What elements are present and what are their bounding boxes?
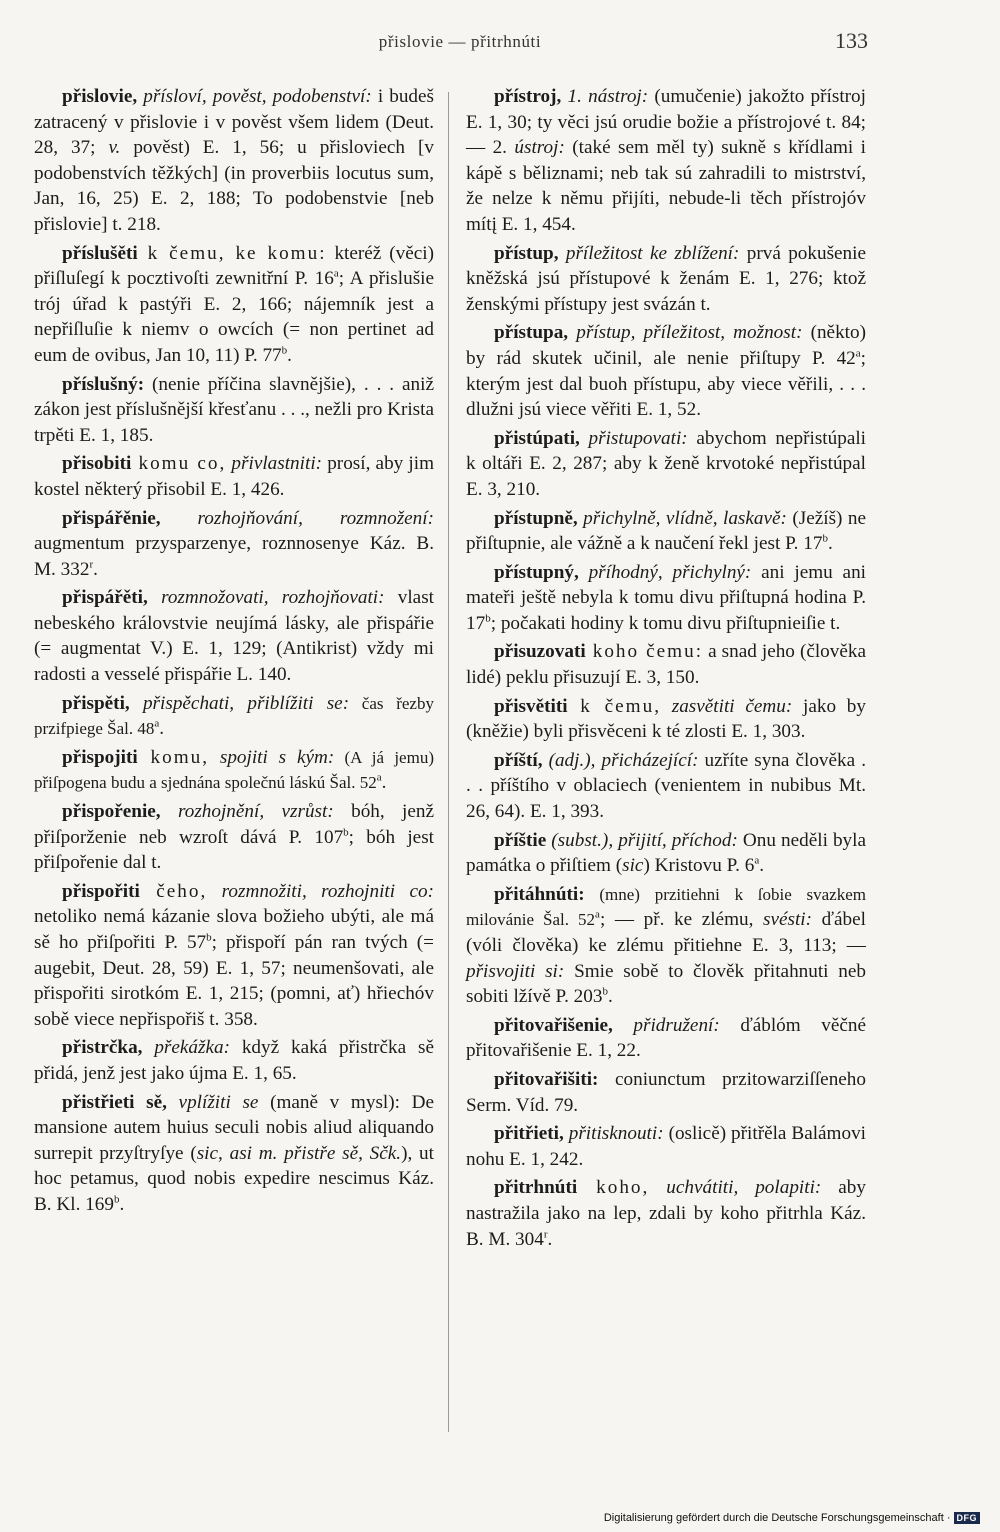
headword: přitřieti, xyxy=(494,1123,564,1145)
digitization-footer xyxy=(604,1512,980,1524)
dictionary-entry: přispořiti čeho, rozmnožiti, rozhojniti co: netoliko nemá kázanie slova božieho ubýti, ale má sě ho přiſpořiti P. 57$^b$; přispoří pán ran tvých (= augebit, Deut. 28, 59) E. 1, 57; neumenšovati, ale přispořiti sirotkóm E. 1, 215; (pomni, ať) hřiechóv sobě viece nepřispořiš t. 358. xyxy=(34,880,434,1030)
funding-note: Digitalisierung gefördert durch die Deutsche Forschungsgemeinschaft · xyxy=(603,1512,951,1524)
headword: přitovařišiti: xyxy=(494,1068,599,1090)
dictionary-entry: přitovařišenie, přidružení: ďáblóm věčné přitovařišenie E. 1, 22. xyxy=(466,1014,867,1062)
dictionary-entry: přispořenie, rozhojnění, vzrůst: bóh, jenž přiſporženie neb wzroſt dává P. 107$^b$; bóh jest přiſpořenie dal t. xyxy=(34,801,434,874)
headword: přistřieti sě, xyxy=(62,1091,167,1113)
headword: přístupa, xyxy=(494,322,569,344)
dictionary-entry: přisobiti komu co, přivlastniti: prosí, aby jim kostel některý přisobil E. 1, 426. xyxy=(34,453,435,500)
dictionary-entry: přistrčka, překážka: když kaká přistrčka sě přidá, jenž jest jako újma E. 1, 65. xyxy=(34,1037,434,1084)
headword: přistrčka, xyxy=(62,1037,143,1059)
dictionary-entry: přístroj, 1. nástroj: (umučenie) jakožto přístroj E. 1, 30; ty věci jsú orudie božie a přístrojové t. 84; — 2. ústroj: (také sem měl ty) sukně s křídlami i kápě s běliznami; neb tak sú zahradili to mistrství, že nelze k němu přijíti, nebude-li těch přístrojóv mítį E. 1, 454. xyxy=(466,86,866,235)
headword: přisvětiti xyxy=(494,695,568,717)
headword: přitrhnúti xyxy=(494,1177,578,1199)
dictionary-entry: přistřieti sě, vplížiti se (maně v mysl): De mansione autem huius seculi nobis aliud aliquando surrepit przyſtryſye (sic, asi m. přistře sě, Sčk.), ut hoc petamus, quod nobis expedire nescimus Káz. B. Kl. 169$^b$. xyxy=(34,1091,434,1215)
left-column xyxy=(34,84,434,1221)
dictionary-entry: přístupa, přístup, příležitost, možnost: (někto) by rád skutek učinil, ale nenie přiſtupy P. 42$^a$; kterým jest dal buoh přístupu, aby viece věřili, . . . dlužni jsú viece věřiti E. 1, 52. xyxy=(466,322,866,421)
page-header xyxy=(0,28,1000,58)
headword: příští, xyxy=(494,749,543,771)
headword: přitovařišenie, xyxy=(494,1014,613,1036)
headword: přispářěti, xyxy=(62,587,148,609)
headword: přispořiti xyxy=(62,880,140,902)
dictionary-entry: přisuzovati koho čemu: a snad jeho (člověka lidé) peklu přisuzují E. 3, 150. xyxy=(466,641,866,689)
headword: přispěti, xyxy=(62,692,130,714)
headword: přislovie, xyxy=(62,86,138,107)
right-column xyxy=(466,84,866,1255)
dictionary-entry: příštie (subst.), přijití, příchod: Onu neděli byla památka o přiſtiem (sic) Kristovu P. 6$^a$. xyxy=(466,829,866,877)
dictionary-entry: přisvětiti k čemu, zasvětiti čemu: jako by (kněžie) byli přisvěceni k té zlosti E. 1, 303. xyxy=(466,695,866,743)
headword: přisuzovati xyxy=(494,641,586,663)
headword: přístupný, xyxy=(494,561,579,583)
running-head: přislovie — přitrhnúti xyxy=(378,32,542,51)
dictionary-entry: příslušný: (nenie příčina slavnějšie), . . . aniž zákon jest příslušnější křesťanu . . ., nežli pro Krista trpěti E. 1, 185. xyxy=(34,373,434,446)
dictionary-entry: přispěti, přispěchati, přiblížiti se: čas řezby przifpiege Šal. 48$^a$. xyxy=(34,692,434,740)
page-number: 133 xyxy=(835,28,868,53)
headword: přispářěnie, xyxy=(62,507,161,529)
dictionary-entry: přístup, příležitost ke zblížení: prvá pokušenie kněžská jsú přístupové k ženám E. 1, 276; ktož ženskými přístupy jest svázán t. xyxy=(466,242,866,315)
headword: přisobiti xyxy=(62,453,132,475)
dictionary-entry: příští, (adj.), přicházející: uzříte syna člověka . . . příštího v oblaciech (venientem in nubibus Mt. 26, 64). E. 1, 393. xyxy=(466,749,866,823)
headword: příštie xyxy=(494,829,547,851)
dictionary-entry: přistúpati, přistupovati: abychom nepřistúpali k oltáři E. 2, 287; aby k ženě krvotoké nepřistúpal E. 3, 210. xyxy=(466,427,867,500)
dictionary-entry: přitřieti, přitisknouti: (oslicě) přitřěla Balámovi nohu E. 1, 242. xyxy=(466,1123,866,1170)
headword: příslušěti xyxy=(62,242,138,264)
dictionary-entry: přístupně, přichylně, vlídně, laskavě: (Ježíš) ne přiſtupnie, ale vážně a k naučení řekl jest P. 17$^b$. xyxy=(466,507,867,555)
headword: přispořenie, xyxy=(62,801,161,823)
dictionary-entry: přispářěnie, rozhojňování, rozmnožení: augmentum przysparzenye, roznnosenye Káz. B. M. 332$^r$. xyxy=(34,507,434,580)
headword: příslušný: xyxy=(62,373,145,395)
headword: přispojiti xyxy=(62,746,138,768)
dictionary-entry: přístupný, příhodný, přichylný: ani jemu ani mateři ještě nebyla k tomu divu přiſtupná hodina P. 17$^b$; počakati hodiny k tomu divu přiſtupnieiſie t. xyxy=(466,561,866,634)
dfg-logo: DFG xyxy=(954,1512,981,1524)
column-divider xyxy=(448,92,449,1432)
headword: přitáhnúti: xyxy=(494,883,585,905)
dictionary-entry: příslušěti k čemu, ke komu: kteréž (věci) přiſluſegí k pocztivoſti zewnitřní P. 16$^a$; A přislušie trój úřad k pastýři E. 2, 166; nájemník jest a nepřiſluſie k niemv o owcích (= non pertinet ad eum de ovibus, Jan 10, 11) P. 77$^b$. xyxy=(34,242,435,366)
dictionary-entry: přitrhnúti koho, uchvátiti, polapiti: aby nastražila jako na lep, zdali by koho přitrhla Káz. B. M. 304$^r$. xyxy=(466,1177,866,1250)
dictionary-entry: přitovařišiti: coniunctum przitowarziſſeneho Serm. Víd. 79. xyxy=(466,1068,866,1116)
dictionary-entry: přispojiti komu, spojiti s kým: (A já jemu) přiſpogena budu a sjednána společnú láskú Šal. 52$^a$. xyxy=(34,746,434,794)
headword: přistúpati, xyxy=(494,427,580,449)
headword: přístroj, xyxy=(494,86,562,107)
headword: přístup, xyxy=(494,242,559,264)
dictionary-entry: přispářěti, rozmnožovati, rozhojňovati: vlast nebeského královstvie neujímá lásky, ale přispářie (= augmentat V.) E. 1, 129; (Antikrist) vždy mi radosti a vesselé přispářie L. 140. xyxy=(34,587,434,686)
dictionary-entry: přitáhnúti: (mne) przitiehni k ſobie svazkem milovánie Šal. 52$^a$; — př. ke zlému, svésti: ďábel (vóli člověka) ke zlému přitiehne E. 3, 113; — přisvojiti si: Smie sobě to člověk přitahnuti neb sobiti lžívě P. 203$^b$. xyxy=(466,883,867,1008)
headword: přístupně, xyxy=(494,507,578,529)
dictionary-entry: přislovie, přísloví, pověst, podobenství: i budeš zatracený v přislovie i v pověst všem lidem (Deut. 28, 37; v. pověst) E. 1, 56; u přisloviech [v podobenstvích těžkých] (in proverbiis locutus sum, Jan, 16, 25) E. 2, 188; To podobenstvie [neb přislovie] t. 218. xyxy=(34,86,434,235)
